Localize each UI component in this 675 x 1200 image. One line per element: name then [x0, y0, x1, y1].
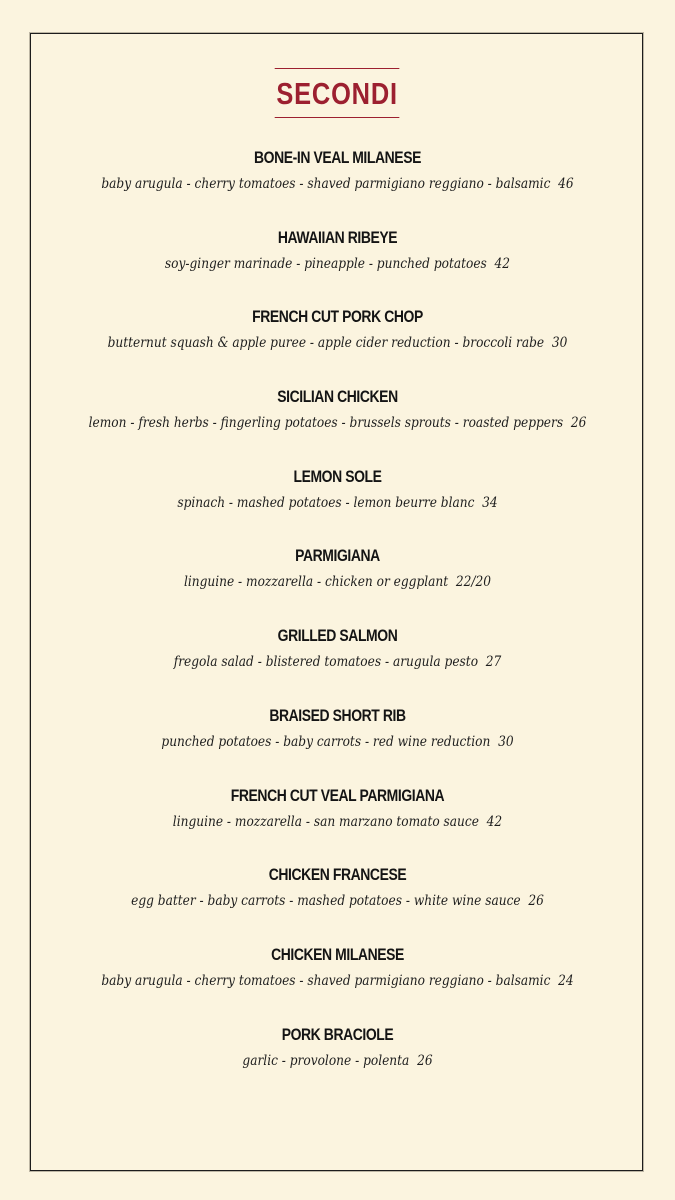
- menu-item: [0, 384, 675, 464]
- menu-item-name: CHICKEN FRANCESE: [268, 865, 407, 885]
- menu-item-description-line: [44, 490, 631, 516]
- menu-item-price: 46: [558, 176, 574, 192]
- menu-item-price: 42: [494, 255, 511, 272]
- menu-item-price: 30: [498, 733, 514, 750]
- menu-item-price: 34: [482, 494, 498, 511]
- menu-item-name: LEMON SOLE: [293, 466, 382, 486]
- menu-item-price: 42: [486, 813, 503, 830]
- menu-item: [0, 862, 675, 942]
- menu-item-price: 27: [485, 654, 502, 671]
- menu-item-description-line: [44, 649, 631, 675]
- menu-item-name: FRENCH CUT PORK CHOP: [252, 307, 423, 327]
- menu-item: [0, 623, 675, 703]
- menu-item-price: 30: [551, 335, 568, 352]
- section-title: SECONDI: [275, 68, 400, 118]
- menu-item-description-line: [44, 968, 631, 994]
- menu-item-description-line: [44, 410, 631, 436]
- menu-item-name: GRILLED SALMON: [277, 626, 398, 646]
- menu-item: [0, 543, 675, 623]
- menu-item-price: 24: [558, 972, 574, 989]
- menu-item-description: lemon - fresh herbs - fingerling potatoes - brussels sprouts - roasted peppers: [88, 415, 564, 432]
- menu-item-name: PORK BRACIOLE: [281, 1024, 394, 1044]
- menu-item: [0, 942, 675, 1022]
- menu-item-description-line: [44, 729, 631, 755]
- menu-item-list: [0, 145, 675, 1101]
- menu-item-description: garlic - provolone - polenta: [242, 1052, 410, 1069]
- menu-item: [0, 783, 675, 863]
- menu-item-description-line: [44, 888, 631, 914]
- menu-item-description: linguine - mozzarella - san marzano tomato sauce: [172, 813, 479, 830]
- menu-item-price: 22/20: [455, 574, 492, 591]
- menu-item-description: butternut squash & apple puree - apple cider reduction - broccoli rabe: [107, 335, 545, 352]
- menu-item-name: CHICKEN MILANESE: [271, 944, 404, 964]
- menu-item-description: baby arugula - cherry tomatoes - shaved parmigiano reggiano - balsamic: [101, 176, 551, 192]
- menu-item-name: BONE-IN VEAL MILANESE: [254, 148, 421, 167]
- menu-item-name: FRENCH CUT VEAL PARMIGIANA: [230, 785, 445, 805]
- menu-item-description: baby arugula - cherry tomatoes - shaved parmigiano reggiano - balsamic: [101, 972, 551, 989]
- menu-item: [0, 145, 675, 225]
- menu-item: [0, 464, 675, 544]
- menu-item-description: spinach - mashed potatoes - lemon beurre blanc: [177, 494, 475, 511]
- menu-item: [0, 304, 675, 384]
- menu-item-name: HAWAIIAN RIBEYE: [277, 227, 398, 247]
- menu-item-description-line: [44, 171, 631, 197]
- menu-item-price: 26: [417, 1052, 433, 1069]
- menu-item-description: punched potatoes - baby carrots - red wine reduction: [161, 733, 491, 750]
- menu-item-description-line: [44, 251, 631, 277]
- menu-item-description-line: [44, 809, 631, 835]
- menu-item: [0, 1022, 675, 1102]
- menu-item-name: PARMIGIANA: [295, 546, 380, 566]
- menu-item-name: BRAISED SHORT RIB: [269, 705, 406, 725]
- menu-item: [0, 225, 675, 305]
- section-header: [0, 68, 675, 118]
- menu-item-price: 26: [528, 893, 544, 910]
- menu-item: [0, 703, 675, 783]
- menu-item-price: 26: [570, 415, 587, 432]
- menu-item-description: soy-ginger marinade - pineapple - punched potatoes: [164, 255, 487, 272]
- menu-item-description: linguine - mozzarella - chicken or eggplant: [183, 574, 449, 591]
- menu-item-description-line: [44, 569, 631, 595]
- menu-item-description: egg batter - baby carrots - mashed potatoes - white wine sauce: [131, 893, 521, 910]
- menu-item-description-line: [44, 1048, 631, 1074]
- menu-item-description-line: [44, 330, 631, 356]
- menu-item-name: SICILIAN CHICKEN: [277, 387, 398, 407]
- menu-item-description: fregola salad - blistered tomatoes - arugula pesto: [173, 654, 479, 671]
